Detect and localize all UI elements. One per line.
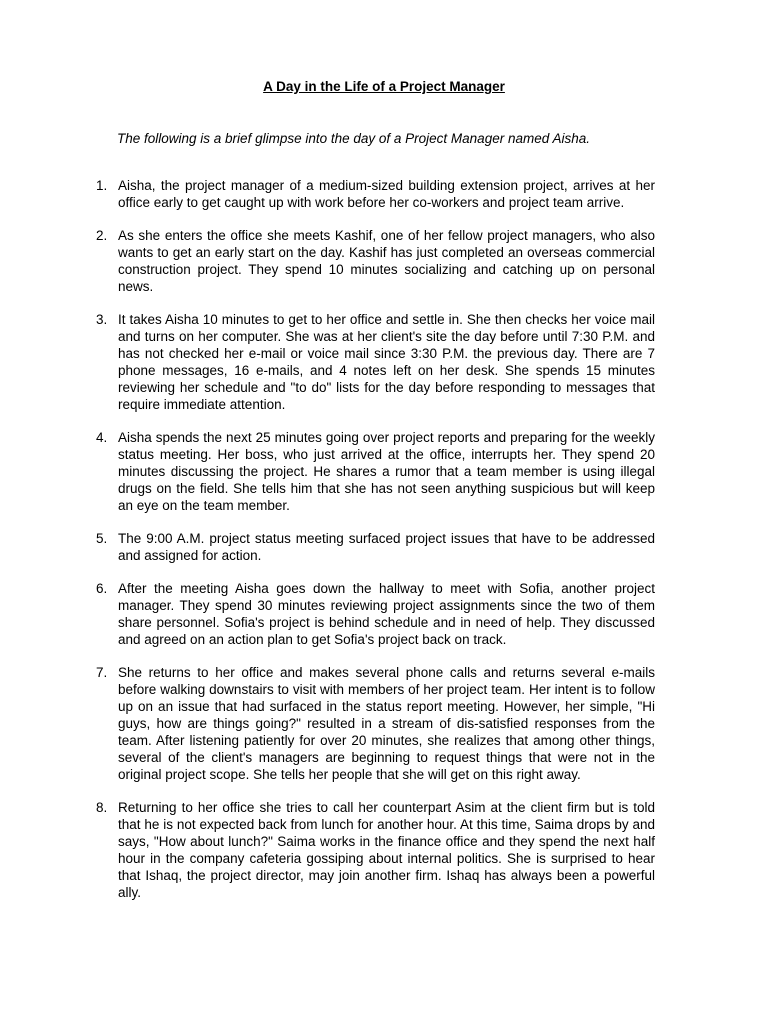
list-item	[0, 177, 768, 211]
list-item-text: As she enters the office she meets Kashif, one of her fellow project managers, who also wants to get an early start on the day. Kashif has just completed an overseas commercial construction project. They spend 10 minutes socializing and catching up on personal news.	[118, 228, 655, 294]
list-item	[0, 311, 768, 413]
list-item-text: After the meeting Aisha goes down the hallway to meet with Sofia, another project manager. They spend 30 minutes reviewing project assignments since the two of them share personnel. Sofia's project is behind schedule and in need of help. They discussed and agreed on an action plan to get Sofia's project back on track.	[118, 581, 655, 647]
list-item-number: 2.	[96, 228, 108, 243]
list-item-number: 6.	[96, 581, 108, 596]
list-item-number: 5.	[96, 531, 108, 546]
list-item	[0, 429, 768, 514]
list-item-text: The 9:00 A.M. project status meeting surfaced project issues that have to be addressed and assigned for action.	[118, 531, 655, 563]
list-item-text: Returning to her office she tries to call her counterpart Asim at the client firm but is told that he is not expected back from lunch for another hour. At this time, Saima drops by and says, "How about lunch?" Saima works in the finance office and they spend the next half hour in the company cafeteria gossiping about internal politics. She is surprised to hear that Ishaq, the project director, may join another firm. Ishaq has always been a powerful ally.	[118, 800, 655, 900]
list-item-text: Aisha spends the next 25 minutes going over project reports and preparing for the weekly status meeting. Her boss, who just arrived at the office, interrupts her. They spend 20 minutes discussing the project. He shares a rumor that a team member is using illegal drugs on the field. She tells him that she has not seen anything suspicious but will keep an eye on the team member.	[118, 430, 655, 513]
list-item	[0, 664, 768, 783]
list-item-text: Aisha, the project manager of a medium-sized building extension project, arrives at her office early to get caught up with work before her co-workers and project team arrive.	[118, 178, 655, 210]
list-item-number: 1.	[96, 178, 108, 193]
document-title: A Day in the Life of a Project Manager	[263, 79, 505, 94]
list-item-number: 4.	[96, 430, 108, 445]
list-item	[0, 530, 768, 564]
numbered-list	[0, 177, 768, 917]
list-item-text: It takes Aisha 10 minutes to get to her office and settle in. She then checks her voice mail and turns on her computer. She was at her client's site the day before until 7:30 P.M. and has not checked her e-mail or voice mail since 3:30 P.M. the previous day. There are 7 phone messages, 16 e-mails, and 4 notes left on her desk. She spends 15 minutes reviewing her schedule and "to do" lists for the day before responding to messages that require immediate attention.	[118, 312, 655, 412]
list-item	[0, 799, 768, 901]
list-item-number: 3.	[96, 312, 108, 327]
list-item	[0, 227, 768, 295]
intro-paragraph: The following is a brief glimpse into the day of a Project Manager named Aisha.	[117, 131, 591, 146]
list-item	[0, 580, 768, 648]
list-item-number: 7.	[96, 665, 108, 680]
list-item-text: She returns to her office and makes several phone calls and returns several e-mails before walking downstairs to visit with members of her project team. Her intent is to follow up on an issue that had surfaced in the status report meeting. However, her simple, "Hi guys, how are things going?" resulted in a stream of dis-satisfied responses from the team. After listening patiently for over 20 minutes, she realizes that among other things, several of the client's managers are beginning to request things that were not in the original project scope. She tells her people that she will get on this right away.	[118, 665, 655, 782]
list-item-number: 8.	[96, 800, 108, 815]
